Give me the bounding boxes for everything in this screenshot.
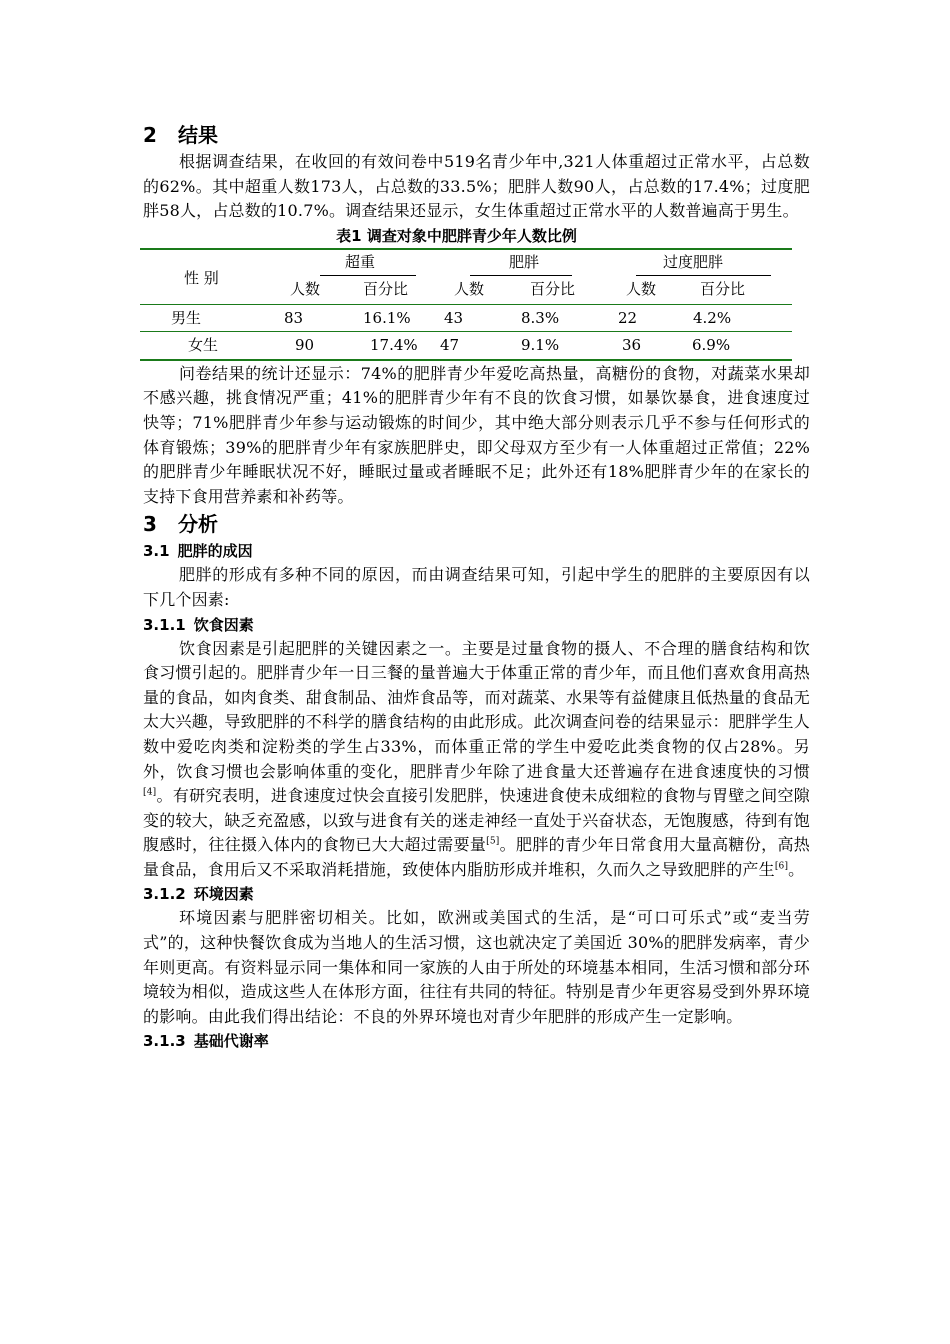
subsection-heading-environment: 3.1.2 环境因素: [143, 885, 254, 904]
subheader-count: 人数: [454, 279, 485, 298]
group-underline-overweight: [320, 275, 416, 276]
table-cell: 90: [295, 335, 315, 354]
subheader-count: 人数: [626, 279, 657, 298]
table-cell: 83: [284, 308, 304, 327]
paragraph-survey: 问卷结果的统计还显示：74%的肥胖青少年爱吃高热量，高糖份的食物，对蔬菜水果却不感兴趣，挑食情况严重；41%的肥胖青少年有不良的饮食习惯，如暴饮暴食，进食速度过快等；71%肥胖青少年参与运动锻炼的时间少，其中绝大部分则表示几乎不参与任何形式的体育锻炼；39%的肥胖青少年有家族肥胖史，即父母双方至少有一人体重超过正常值；22%的肥胖青少年睡眠状况不好，睡眠过量或者睡眠不足；此外还有18%肥胖青少年的在家长的支持下食用营养素和补药等。: [143, 363, 810, 506]
paragraph-diet: 饮食因素是引起肥胖的关键因素之一。主要是过量食物的摄人、不合理的膳食结构和饮食习惯引起的。肥胖青少年一日三餐的量普遍大于体重正常的青少年，而且他们喜欢食用高热量的食品，如肉食类、甜食制品、油炸食品等，而对蔬菜、水果等有益健康且低热量的食品无太大兴趣，导致肥胖的不科学的膳食结构的由此形成。此次调查问卷的结果显示：肥胖学生人数中爱吃肉类和淀粉类的学生占33%，而体重正常的学生中爱吃此类食物的仅占28%。另外，饮食习惯也会影响体重的变化，肥胖青少年除了进食量大还普遍存在进食速度快的习惯[4]。有研究表明，进食速度过快会直接引发肥胖，快速进食使未成细粒的食物与胃壁之间空隙变的较大，缺乏充盈感，以致与进食有关的迷走神经一直处于兴奋状态，无饱腹感，待到有饱腹感时，往往摄入体内的食物已大大超过需要量[5]。肥胖的青少年日常食用大量高糖份，高热量食品，食用后又不采取消耗措施，致使体内脂肪形成并堆积，久而久之导致肥胖的产生[6]。: [143, 638, 810, 879]
table-cell: 47: [440, 335, 460, 354]
group-header-severe: 过度肥胖: [663, 252, 724, 271]
header-gender: 性 别: [184, 268, 219, 287]
row-gender-female: 女生: [188, 335, 219, 354]
subheader-percent: 百分比: [530, 279, 576, 298]
table-cell: 43: [444, 308, 464, 327]
subheader-percent: 百分比: [700, 279, 746, 298]
subheader-count: 人数: [290, 279, 321, 298]
table-cell: 9.1%: [521, 335, 560, 354]
section-heading-results: 2 结果: [143, 123, 218, 147]
paragraph-results: 根据调查结果，在收回的有效问卷中519名青少年中,321人体重超过正常水平，占总数的62%。其中超重人数173人，占总数的33.5%；肥胖人数90人，占总数的17.4%；过度肥胖58人，占总数的10.7%。调查结果还显示，女生体重超过正常水平的人数普遍高于男生。: [143, 152, 810, 221]
table-cell: 8.3%: [521, 308, 560, 327]
group-header-overweight: 超重: [345, 252, 376, 271]
group-underline-obese: [470, 275, 572, 276]
citation-4: [4]: [143, 787, 157, 798]
section-heading-analysis: 3 分析: [143, 512, 218, 537]
table-middle-rule: [140, 331, 792, 333]
data-table: [140, 248, 792, 362]
paragraph-environment: 环境因素与肥胖密切相关。比如，欧洲或美国式的生活，是“可口可乐式”或“麦当劳式”的，这种快餐饮食成为当地人的生活习惯，这也就决定了美国近 30%的肥胖发病率，青少年则更高。有资料显示同一集体和同一家族的人由于所处的环境基本相同，生活习惯和部分环境较为相似，造成这些人在体形方面，往往有共同的特征。特别是青少年更容易受到外界环境的影响。由此我们得出结论：不良的外界环境也对青少年肥胖的形成产生一定影响。: [143, 908, 810, 1026]
group-underline-severe: [636, 275, 771, 276]
table-cell: 17.4%: [370, 335, 418, 354]
subsection-heading-causes: 3.1 肥胖的成因: [143, 542, 253, 561]
table-bottom-rule: [140, 359, 792, 361]
table-cell: 6.9%: [692, 335, 731, 354]
citation-5: [5]: [486, 836, 500, 847]
table-cell: 16.1%: [363, 308, 411, 327]
table-caption: 表1 调查对象中肥胖青少年人数比例: [336, 226, 577, 245]
table-header-rule: [140, 304, 792, 306]
subheader-percent: 百分比: [363, 279, 409, 298]
table-cell: 4.2%: [693, 308, 732, 327]
table-cell: 22: [618, 308, 638, 327]
table-cell: 36: [622, 335, 642, 354]
group-header-obese: 肥胖: [509, 252, 540, 271]
citation-6: [6]: [774, 861, 789, 872]
document-page: [143, 120, 810, 1053]
paragraph-causes: 肥胖的形成有多种不同的原因，而由调查结果可知，引起中学生的肥胖的主要原因有以下几个因素:: [143, 565, 810, 609]
table-top-rule: [140, 248, 792, 250]
subsection-heading-metabolism: 3.1.3 基础代谢率: [143, 1032, 269, 1051]
row-gender-male: 男生: [171, 308, 202, 327]
subsection-heading-diet: 3.1.1 饮食因素: [143, 615, 254, 634]
